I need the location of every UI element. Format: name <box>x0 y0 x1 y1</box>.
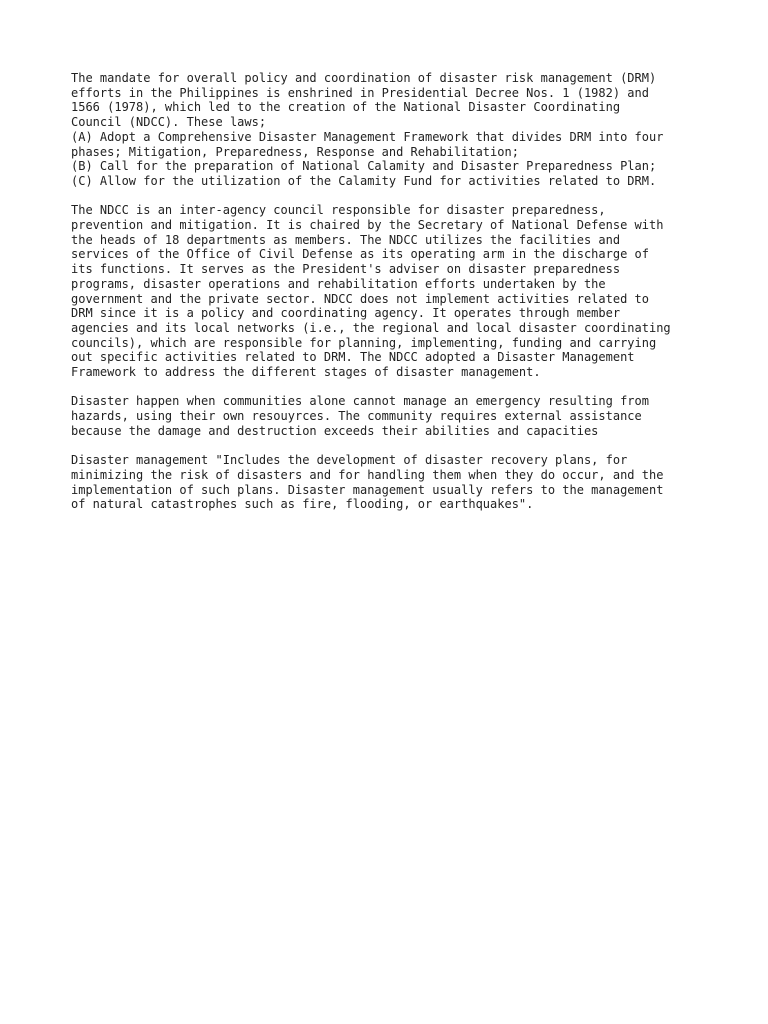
text-line: efforts in the Philippines is enshrined in Presidential Decree Nos. 1 (1982) and <box>71 85 649 100</box>
text-line: Disaster management "Includes the development of disaster recovery plans, for <box>71 453 628 468</box>
text-line: hazards, using their own resouyrces. The community requires external assistance <box>71 409 642 424</box>
paragraph-disaster-management <box>71 453 731 512</box>
text-line: phases; Mitigation, Preparedness, Response and Rehabilitation; <box>71 144 519 159</box>
text-line: Council (NDCC). These laws; <box>71 115 267 130</box>
text-line: agencies and its local networks (i.e., the regional and local disaster coordinating <box>71 320 671 335</box>
text-line: 1566 (1978), which led to the creation of the National Disaster Coordinating <box>71 100 621 115</box>
text-line: the heads of 18 departments as members. The NDCC utilizes the facilities and <box>71 232 621 247</box>
text-line: out specific activities related to DRM. The NDCC adopted a Disaster Management <box>71 350 635 365</box>
document-body <box>71 71 731 527</box>
text-line: of natural catastrophes such as fire, flooding, or earthquakes". <box>71 497 534 512</box>
text-line: its functions. It serves as the President's adviser on disaster preparedness <box>71 262 621 277</box>
text-line: services of the Office of Civil Defense as its operating arm in the discharge of <box>71 247 649 262</box>
paragraph-disaster-definition <box>71 394 731 438</box>
paragraph-ndcc <box>71 203 731 379</box>
text-line: DRM since it is a policy and coordinating agency. It operates through member <box>71 306 621 321</box>
text-line: minimizing the risk of disasters and for handling them when they do occur, and the <box>71 467 664 482</box>
text-line: Disaster happen when communities alone cannot manage an emergency resulting from <box>71 394 649 409</box>
text-line: (A) Adopt a Comprehensive Disaster Management Framework that divides DRM into four <box>71 129 664 144</box>
text-line: councils), which are responsible for planning, implementing, funding and carrying <box>71 335 657 350</box>
text-line: The NDCC is an inter-agency council responsible for disaster preparedness, <box>71 203 606 218</box>
text-line: programs, disaster operations and rehabilitation efforts undertaken by the <box>71 276 606 291</box>
text-line: Framework to address the different stages of disaster management. <box>71 365 541 380</box>
text-line: government and the private sector. NDCC does not implement activities related to <box>71 291 649 306</box>
text-line: The mandate for overall policy and coordination of disaster risk management (DRM) <box>71 71 657 85</box>
text-line: (C) Allow for the utilization of the Calamity Fund for activities related to DRM. <box>71 173 657 188</box>
text-line: prevention and mitigation. It is chaired by the Secretary of National Defense with <box>71 218 664 233</box>
paragraph-drm-mandate <box>71 71 731 189</box>
text-line: implementation of such plans. Disaster management usually refers to the management <box>71 482 664 497</box>
text-line: (B) Call for the preparation of National Calamity and Disaster Preparedness Plan; <box>71 159 657 174</box>
text-line: because the damage and destruction exceeds their abilities and capacities <box>71 423 599 438</box>
